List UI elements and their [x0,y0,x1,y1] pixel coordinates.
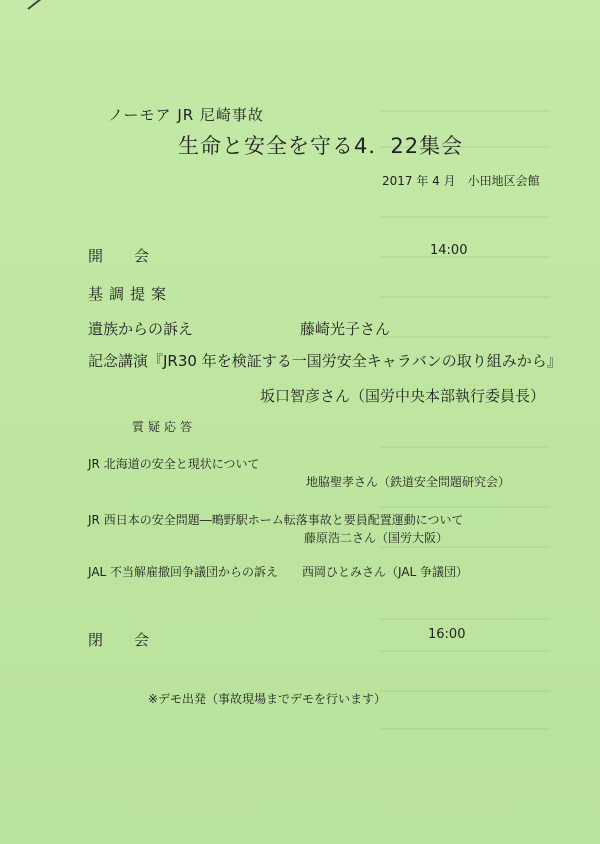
event-title: 生命と安全を守る4．22集会 [178,134,464,158]
show-through-line [380,546,550,548]
show-through-line [380,110,550,112]
appeal-speaker: 藤崎光子さん [300,320,391,338]
show-through-line [380,650,550,652]
qa-item-speaker: 地脇聖孝さん（鉄道安全問題研究会） [306,475,511,489]
lecture-title: 記念講演『JR30 年を検証する一国労安全キャラバンの取り組みから』 [88,352,562,370]
event-subtitle: ノーモア JR 尼崎事故 [108,106,264,124]
opening-label: 開 会 [88,247,158,265]
qa-item-label: JR 西日本の安全問題―鴫野駅ホーム転落事故と要員配置運動について [88,513,464,527]
closing-label: 閉 会 [88,631,158,649]
qa-item-label: JR 北海道の安全と現状について [88,457,260,471]
show-through-line [380,216,550,218]
show-through-line [380,506,550,508]
show-through-line [380,618,550,620]
qa-item-speaker: 藤原浩二さん（国労大阪） [304,531,449,545]
qa-item-speaker: 西岡ひとみさん（JAL 争議団） [302,565,469,579]
show-through-line [380,296,550,298]
show-through-line [380,728,550,730]
show-through-line [380,336,550,338]
show-through-line [380,446,550,448]
pen-mark [27,0,55,10]
qa-item-label: JAL 不当解雇撤回争議団からの訴え [88,565,279,579]
appeal-label: 遺族からの訴え [88,320,194,338]
opening-time: 14:00 [430,243,468,258]
show-through-line [380,690,550,692]
qa-label: 質疑応答 [132,420,197,434]
lecture-speaker: 坂口智彦さん（国労中央本部執行委員長） [260,387,546,405]
date-venue: 2017 年 4 月 小田地区会館 [382,174,540,188]
closing-time: 16:00 [428,627,466,642]
keynote-label: 基調提案 [88,285,173,303]
demo-note: ※デモ出発（事故現場までデモを行います） [148,692,387,706]
